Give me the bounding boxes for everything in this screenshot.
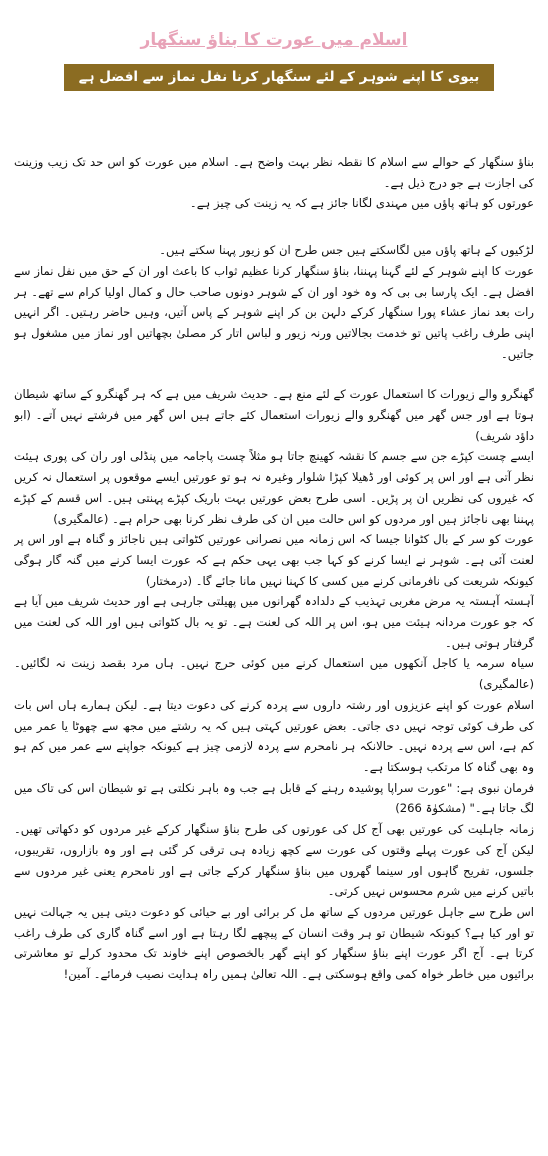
paragraph: سیاہ سرمہ یا کاجل آنکھوں میں استعمال کرنے میں کوئی حرج نہیں۔ ہاں مرد بقصد زینت نہ لگائیں۔ (عالمگیری) — [14, 656, 534, 692]
paragraph: زمانہ جاہلیت کی عورتیں بھی آج کل کی عورتوں کی طرح بناؤ سنگھار کرکے غیر مردوں کو دکھاتی تھیں۔ لیکن آج کی عورت پہلے وقتوں کی عورت سے کچھ زیادہ ہی ترقی کر گئی ہے اور وہ بازاروں، تقریبوں، جلسوں، تفریح گاہوں اور سینما گھروں میں بناؤ سنگھار کرکے جاتی ہے اور نامحرم یعنی غیر مردوں سے باتیں کرنے میں شرم محسوس نہیں کرتی۔ — [14, 822, 534, 899]
article-subtitle-banner: بیوی کا اپنے شوہر کے لئے سنگھار کرنا نفل نماز سے افضل ہے — [64, 64, 494, 91]
article-body — [14, 152, 534, 1148]
paragraph: عورت کا اپنے شوہر کے لئے گہنا پہننا، بناؤ سنگھار کرنا عظیم ثواب کا باعث اور ان کے حق میں نفل نماز سے افضل ہے۔ ایک پارسا بی بی کہ وہ خود اور ان کے شوہر دونوں صاحب حال و کمال اولیا کرام سے تھے۔ ہر رات بعد نماز عشاء پورا سنگھار کرکے دلہن بن کر اپنے شوہر کے پاس آتیں، وہیں حاضر رہتیں۔ اگر انہیں اپنی طرف راغب پاتیں تو خدمت بجالاتیں ورنہ زیور و لباس اتار کر مصلیٰ بچھاتیں اور نماز میں مشغول ہو جاتیں۔ — [14, 263, 534, 361]
paragraph: فرمان نبوی ہے: "عورت سراپا پوشیدہ رہنے کے قابل ہے جب وہ باہر نکلتی ہے تو شیطان اس کی تاک میں لگ جاتا ہے۔" (مشکوٰۃ 266) — [14, 780, 534, 816]
paragraph: ایسے چست کپڑے جن سے جسم کا نقشہ کھینچ جاتا ہو مثلاً چست پاجامہ میں پنڈلی اور ران کی پوری ہیئت نظر آتی ہے اور اس پر کوئی اور ڈھیلا کپڑا شلوار وغیرہ نہ ہو تو عورتیں ایسے موقعوں پر استعمال نہ کریں کہ غیروں کی نظریں ان پر پڑیں۔ اسی طرح بعض عورتیں بہت باریک کپڑے پہنتی ہیں۔ اس قسم کے کپڑے پہننا بھی ناجائز ہیں اور مردوں کو اس حالت میں ان کی طرف نظر کرنا بھی حرام ہے۔ (عالمگیری) — [14, 449, 534, 526]
paragraph: اسلام عورت کو اپنے عزیزوں اور رشتہ داروں سے پردہ کرنے کی دعوت دیتا ہے۔ لیکن ہمارے ہاں اس بات کی طرف کوئی توجہ نہیں دی جاتی۔ بعض عورتیں کہتی ہیں کہ یہ رشتے میں مجھ سے چھوٹا یا عمر میں کم ہے، اس سے پردہ نہیں۔ حالانکہ ہر نامحرم سے پردہ لازمی چیز ہے کیونکہ جواپنے سے عمر میں کم ہو وہ بھی گناہ کا مرتکب ہوسکتا ہے۔ — [14, 697, 534, 774]
paragraph-spacer — [14, 214, 534, 240]
paragraph: بناؤ سنگھار کے حوالے سے اسلام کا نقطہ نظر بہت واضح ہے۔ اسلام میں عورت کو اس حد تک زیب وزینت کی اجازت ہے جو درج ذیل ہے۔ — [14, 155, 534, 190]
paragraph: لڑکیوں کے ہاتھ پاؤں میں لگاسکتے ہیں جس طرح ان کو زیور پہنا سکتے ہیں۔ — [159, 243, 534, 258]
article-title: اسلام میں عورت کا بناؤ سنگھار — [140, 30, 408, 50]
paragraph: آہستہ آہستہ یہ مرض مغربی تہذیب کے دلدادہ گھرانوں میں پھیلتی جارہی ہے اور حدیث شریف میں آیا ہے کہ جو عورت مردانہ ہیئت میں ہو، اس پر اللہ کی لعنت ہے۔ تو یہ بال کٹواتی ہیں اور اللہ کی لعنت میں گرفتار ہوتی ہیں۔ — [14, 594, 534, 650]
paragraph: اس طرح سے جاہل عورتیں مردوں کے ساتھ مل کر برائی اور بے حیائی کو دعوت دیتی ہیں یہ جہالت نہیں تو اور کیا ہے؟ کیونکہ شیطان تو ہر وقت انسان کے پیچھے لگا رہتا ہے اور اسے گناہ گاری کی طرف راغب کرتا ہے۔ آج اگر عورت اپنے بناؤ سنگھار کو اپنے گھر بالخصوص اپنے خاوند تک محدود کرلے تو معاشرتی برائیوں میں خاطر خواہ کمی واقع ہوسکتی ہے۔ اللہ تعالیٰ ہمیں راہ ہدایت نصیب فرمائے۔ آمین! — [14, 904, 534, 982]
paragraph: عورتوں کو ہاتھ پاؤں میں مہندی لگانا جائز ہے کہ یہ زینت کی چیز ہے۔ — [189, 196, 534, 211]
paragraph: عورت کو سر کے بال کٹوانا جیسا کہ اس زمانہ میں نصرانی عورتیں کٹواتی ہیں ناجائز و گناہ ہے اور اس پر لعنت آئی ہے۔ شوہر نے ایسا کرنے کو کہا جب بھی یہی حکم ہے کہ عورت ایسا کرنے میں گنہ گار ہوگی کیونکہ شریعت کی نافرمانی کرنے میں کسی کا کہنا نہیں مانا جائے گا۔ (درمختار) — [14, 532, 534, 588]
paragraph-spacer — [14, 364, 534, 384]
paragraph: گھنگرو والے زیورات کا استعمال عورت کے لئے منع ہے۔ حدیث شریف میں ہے کہ ہر گھنگرو کے ساتھ شیطان ہوتا ہے اور جس گھر میں گھنگرو والے زیورات استعمال کئے جاتے ہیں اس گھر میں فرشتے نہیں آتے۔ (ابو داؤد شریف) — [14, 387, 534, 443]
